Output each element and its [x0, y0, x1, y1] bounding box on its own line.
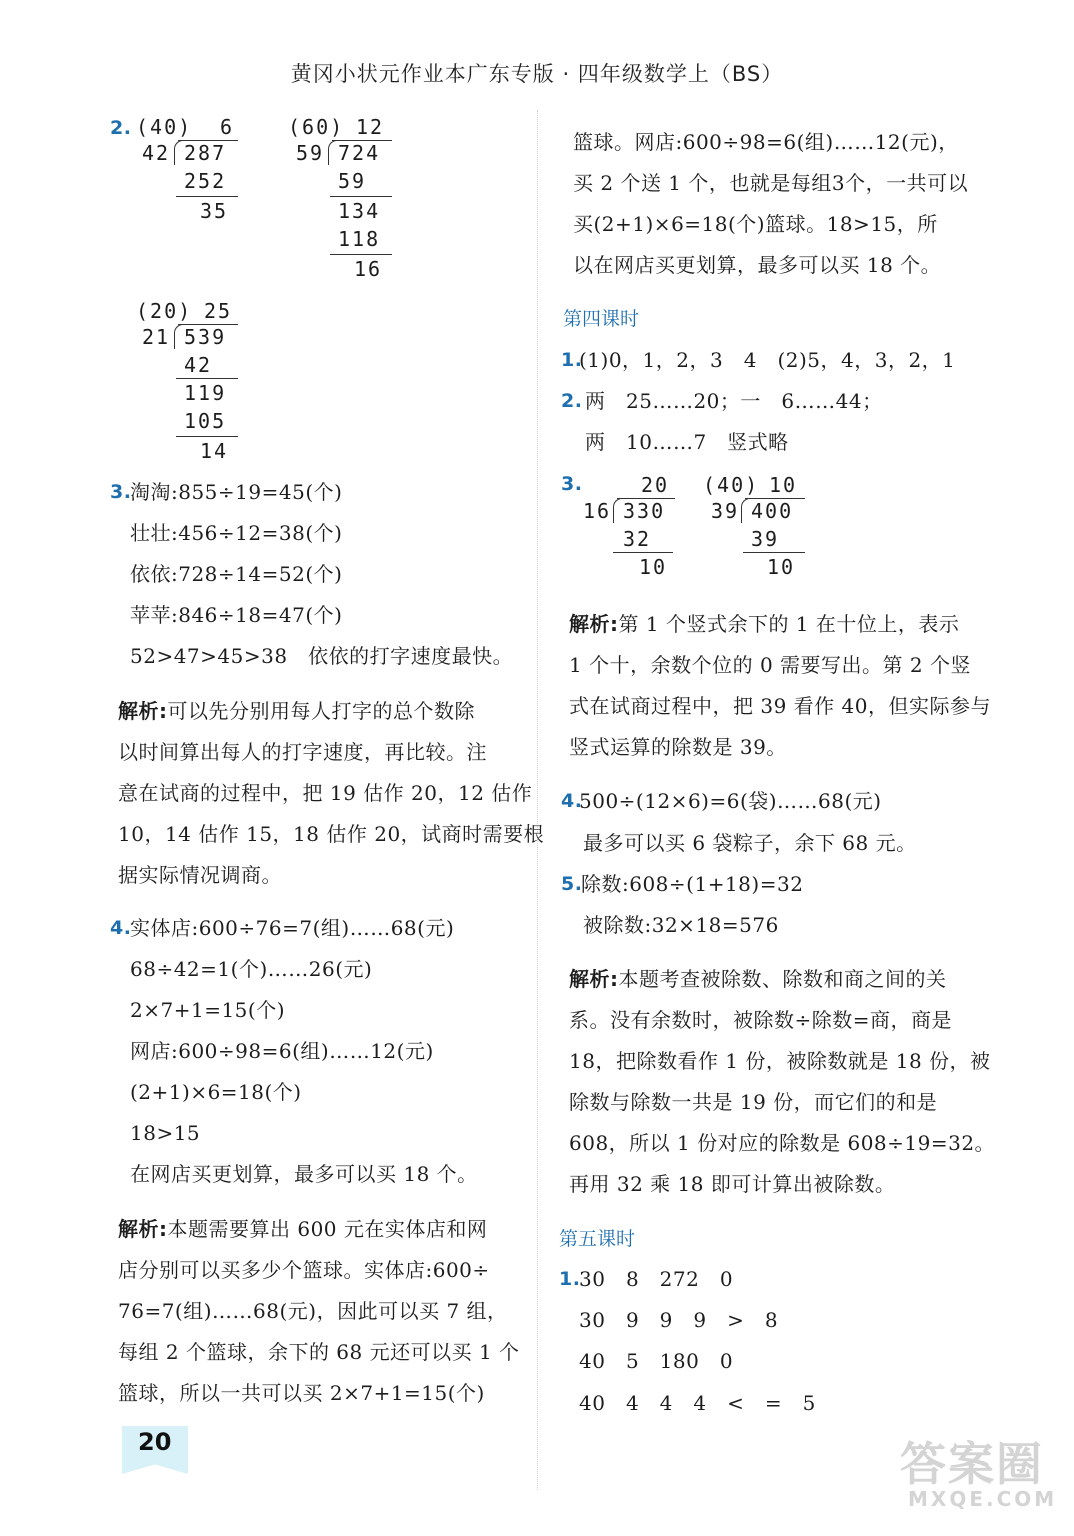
step-row: 39 [751, 527, 780, 551]
divisor: 39 [711, 499, 740, 523]
question-number: 2. [561, 390, 583, 412]
analysis-line: 意在试商的过程中，把 19 估作 20，12 估作 [118, 781, 533, 805]
dividend: 400 [751, 499, 794, 523]
answer-line: 最多可以买 6 袋粽子，余下 68 元。 [583, 831, 917, 855]
analysis-line: 本题需要算出 600 元在实体店和网 [167, 1217, 488, 1241]
question-number: 3. [110, 481, 132, 503]
step-line [330, 254, 392, 255]
analysis-line: 竖式运算的除数是 39。 [569, 735, 787, 759]
answer-line: 68÷42=1(个)……26(元) [130, 957, 373, 981]
analysis-line: 篮球，所以一共可以买 2×7+1=15(个) [118, 1381, 485, 1405]
analysis-line: 76=7(组)……68(元)，因此可以买 7 组， [118, 1299, 508, 1323]
answer-line: 40 4 4 4 < = 5 [579, 1391, 816, 1415]
answer-line: 淘淘:855÷19=45(个) [130, 480, 343, 504]
step-line [613, 552, 673, 553]
quotient: 12 [356, 115, 385, 139]
analysis-label: 解析: [118, 699, 168, 723]
estimate: (40) [136, 115, 193, 139]
analysis-label: 解析: [569, 612, 619, 636]
answer-line: 网店:600÷98=6(组)……12(元) [130, 1039, 434, 1063]
analysis-line: 系。没有余数时，被除数÷除数=商，商是 [569, 1008, 953, 1032]
analysis-paragraph [118, 1215, 487, 1243]
divisor: 21 [142, 325, 171, 349]
answer-line: 两 25……20；一 6……44； [585, 389, 883, 413]
division-bracket [741, 498, 750, 523]
answer-line: 实体店:600÷76=7(组)……68(元) [130, 916, 455, 940]
dividend: 724 [338, 141, 381, 165]
analysis-line: 每组 2 个篮球，余下的 68 元还可以买 1 个 [118, 1340, 520, 1364]
continued-line: 买 2 个送 1 个，也就是每组3个，一共可以 [573, 171, 969, 195]
step-row: 42 [184, 353, 213, 377]
dividend: 287 [184, 141, 227, 165]
answer-line: 两 10……7 竖式略 [585, 430, 789, 454]
division-bracket [328, 140, 337, 165]
step-row: 10 [639, 555, 668, 579]
analysis-line: 1 个十，余数个位的 0 需要写出。第 2 个竖 [569, 653, 971, 677]
estimate: (20) [136, 299, 193, 323]
analysis-paragraph [118, 697, 475, 725]
question-number: 1. [559, 1268, 581, 1290]
analysis-label: 解析: [118, 1217, 168, 1241]
divisor: 42 [142, 141, 171, 165]
step-row: 134 [338, 199, 381, 223]
analysis-line: 以时间算出每人的打字速度，再比较。注 [118, 740, 487, 764]
answer-line: 30 9 9 9 > 8 [579, 1308, 779, 1332]
step-row: 14 [200, 439, 229, 463]
step-row: 105 [184, 409, 227, 433]
step-row: 16 [354, 257, 383, 281]
division-bracket [174, 140, 183, 165]
answer-line: 52>47>45>38 依依的打字速度最快。 [130, 644, 514, 668]
step-row: 32 [623, 527, 652, 551]
step-line [743, 552, 805, 553]
dividend: 539 [184, 325, 227, 349]
answer-line: 40 5 180 0 [579, 1349, 734, 1373]
division-bracket [613, 498, 622, 523]
analysis-line: 608，所以 1 份对应的除数是 608÷19=32。 [569, 1131, 996, 1155]
continued-line: 以在网店买更划算，最多可以买 18 个。 [573, 253, 942, 277]
question-number: 4. [561, 790, 583, 812]
step-row: 252 [184, 169, 227, 193]
divisor: 16 [583, 499, 612, 523]
watermark [900, 1437, 1058, 1511]
step-line [176, 196, 238, 197]
answer-line: 18>15 [130, 1121, 201, 1145]
answer-line: (2+1)×6=18(个) [130, 1080, 302, 1104]
step-line [330, 196, 392, 197]
analysis-paragraph [569, 610, 959, 638]
step-row: 118 [338, 227, 381, 251]
column-divider [537, 110, 538, 1490]
watermark-sub: MXQE.COM [908, 1487, 1058, 1511]
step-row: 59 [338, 169, 367, 193]
quotient: 10 [769, 473, 798, 497]
answer-line: 30 8 272 0 [579, 1267, 734, 1291]
step-line [176, 378, 238, 379]
analysis-line: 再用 32 乘 18 即可计算出被除数。 [569, 1172, 896, 1196]
page-header: 黄冈小状元作业本广东专版 · 四年级数学上（BS） [290, 62, 784, 86]
answer-line: (1)0，1，2，3 4 (2)5，4，3，2，1 [579, 348, 956, 372]
dividend: 330 [623, 499, 666, 523]
step-row: 10 [767, 555, 796, 579]
step-row: 35 [200, 199, 229, 223]
section-title: 第四课时 [563, 308, 640, 330]
estimate: (40) [703, 473, 760, 497]
analysis-line: 店分别可以买多少个篮球。实体店:600÷ [118, 1258, 490, 1282]
analysis-line: 除数与除数一共是 19 份，而它们的和是 [569, 1090, 938, 1114]
step-line [176, 436, 238, 437]
question-number: 5. [561, 873, 583, 895]
answer-line: 2×7+1=15(个) [130, 998, 286, 1022]
division-bracket [174, 324, 183, 349]
continued-line: 买(2+1)×6=18(个)篮球。18>15，所 [573, 212, 938, 236]
analysis-line: 第 1 个竖式余下的 1 在十位上，表示 [618, 612, 960, 636]
estimate: (60) [288, 115, 345, 139]
quotient: 25 [204, 299, 233, 323]
continued-line: 篮球。网店:600÷98=6(组)……12(元)， [573, 130, 959, 154]
answer-line: 苹苹:846÷18=47(个) [130, 603, 343, 627]
analysis-label: 解析: [569, 967, 619, 991]
analysis-line: 式在试商过程中，把 39 看作 40，但实际参与 [569, 694, 991, 718]
watermark-main: 答案圈 [900, 1437, 1044, 1491]
question-number: 4. [110, 917, 132, 939]
analysis-line: 18，把除数看作 1 份，被除数就是 18 份，被 [569, 1049, 991, 1073]
answer-line: 壮壮:456÷12=38(个) [130, 521, 343, 545]
answer-line: 500÷(12×6)=6(袋)……68(元) [579, 789, 882, 813]
answer-line: 依依:728÷14=52(个) [130, 562, 343, 586]
quotient: 6 [220, 115, 235, 139]
answer-line: 除数:608÷(1+18)=32 [581, 872, 804, 896]
divisor: 59 [296, 141, 325, 165]
answer-line: 被除数:32×18=576 [583, 913, 779, 937]
section-title: 第五课时 [559, 1228, 636, 1250]
question-number: 2. [110, 117, 132, 139]
quotient: 20 [641, 473, 670, 497]
question-number: 1. [561, 349, 583, 371]
analysis-paragraph [569, 965, 947, 993]
step-row: 119 [184, 381, 227, 405]
analysis-line: 可以先分别用每人打字的总个数除 [167, 699, 475, 723]
question-number: 3. [561, 473, 583, 495]
analysis-line: 本题考查被除数、除数和商之间的关 [618, 967, 947, 991]
analysis-line: 据实际情况调商。 [118, 863, 282, 887]
answer-line: 在网店买更划算，最多可以买 18 个。 [130, 1162, 478, 1186]
analysis-line: 10，14 估作 15，18 估作 20，试商时需要根 [118, 822, 545, 846]
page-number: 20 [138, 1428, 172, 1456]
